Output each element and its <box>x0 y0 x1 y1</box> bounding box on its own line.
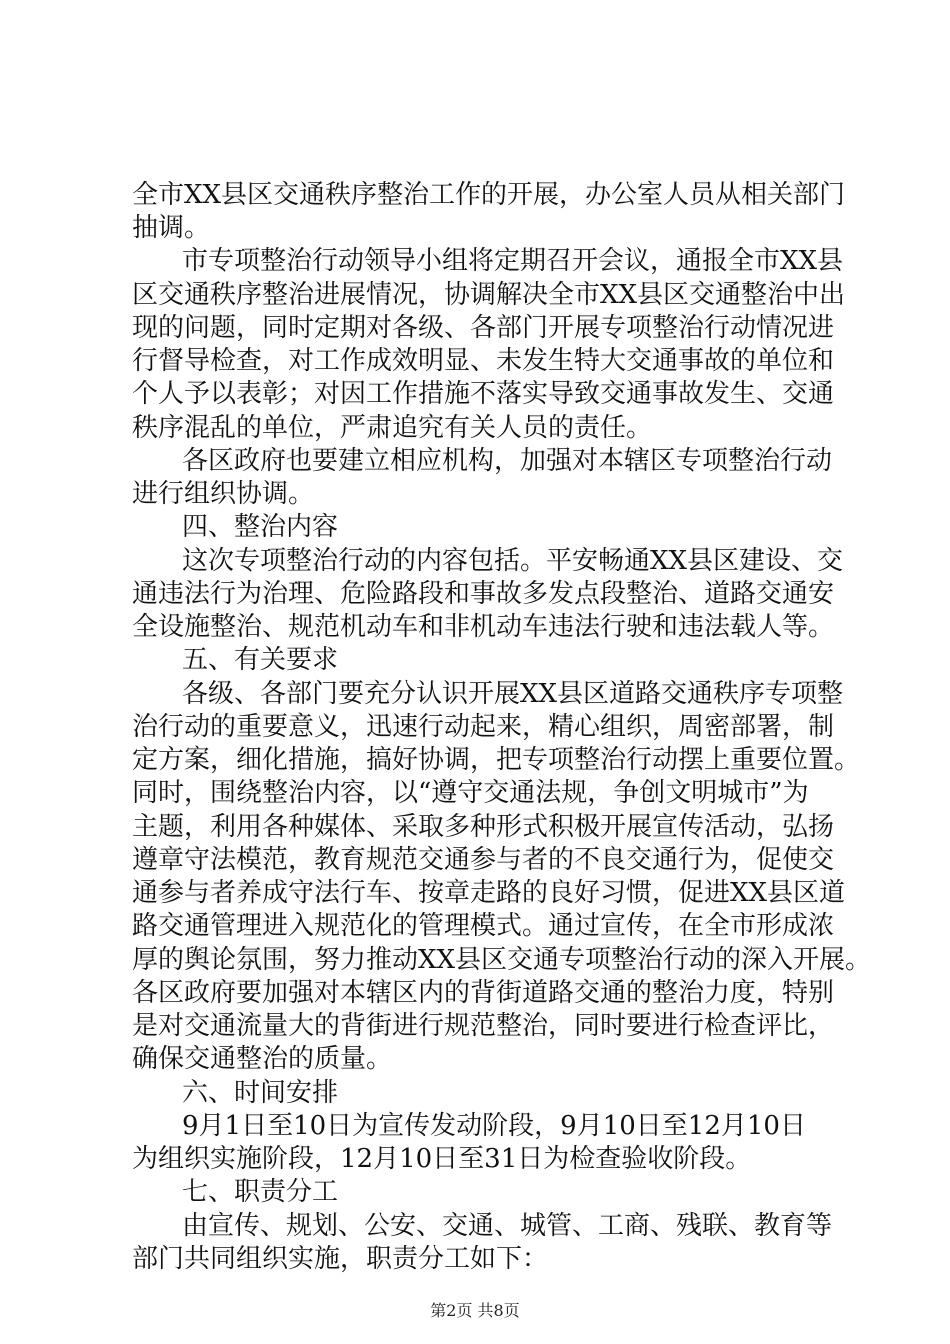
body-line: 由宣传、规划、公安、交通、城管、工商、残联、教育等 <box>182 1211 833 1241</box>
body-line: 全设施整治、规范机动车和非机动车违法行驶和违法载人等。 <box>132 612 835 642</box>
body-line: 区交通秩序整治进展情况，协调解决全市XX县区交通整治中出 <box>132 280 846 310</box>
body-line: 秩序混乱的单位，严肃追究有关人员的责任。 <box>132 413 653 443</box>
section-heading: 五、有关要求 <box>182 645 339 675</box>
section-heading: 四、整治内容 <box>182 512 339 542</box>
body-line: 厚的舆论氛围，努力推动XX县区交通专项整治行动的深入开展。 <box>132 945 872 975</box>
body-line: 通参与者养成守法行车、按章走路的良好习惯，促进XX县区道 <box>132 878 846 908</box>
body-line: 通违法行为治理、危险路段和事故多发点段整治、道路交通安 <box>132 579 835 609</box>
body-line: 各级、各部门要充分认识开展XX县区道路交通秩序专项整 <box>182 679 844 709</box>
body-line: 9月1日至10日为宣传发动阶段，9月10日至12月10日 <box>182 1111 806 1141</box>
body-line: 定方案，细化措施，搞好协调，把专项整治行动摆上重要位置。 <box>132 745 861 775</box>
body-line: 各区政府要加强对本辖区内的背街道路交通的整治力度，特别 <box>132 978 835 1008</box>
body-line: 同时，围绕整治内容，以“遵守交通法规，争创文明城市”为 <box>132 778 809 808</box>
body-line: 全市XX县区交通秩序整治工作的开展，办公室人员从相关部门 <box>132 180 846 210</box>
body-line: 抽调。 <box>132 213 211 243</box>
body-line: 行督导检查，对工作成效明显、未发生特大交通事故的单位和 <box>132 346 835 376</box>
body-line: 部门共同组织实施，职责分工如下： <box>132 1244 549 1274</box>
body-line: 治行动的重要意义，迅速行动起来，精心组织，周密部署，制 <box>132 712 835 742</box>
body-line: 确保交通整治的质量。 <box>132 1044 393 1074</box>
body-line: 进行组织协调。 <box>132 479 315 509</box>
body-line: 个人予以表彰；对因工作措施不落实导致交通事故发生、交通 <box>132 379 835 409</box>
body-line: 遵章守法模范，教育规范交通参与者的不良交通行为，促使交 <box>132 845 835 875</box>
page-footer: 第2页 共8页 <box>430 1301 520 1320</box>
section-heading: 七、职责分工 <box>182 1177 339 1207</box>
body-line: 各区政府也要建立相应机构，加强对本辖区专项整治行动 <box>182 446 833 476</box>
body-line: 市专项整治行动领导小组将定期召开会议，通报全市XX县 <box>182 246 844 276</box>
section-heading: 六、时间安排 <box>182 1078 339 1108</box>
body-line: 为组织实施阶段，12月10日至31日为检查验收阶段。 <box>132 1144 752 1174</box>
body-line: 现的问题，同时定期对各级、各部门开展专项整治行动情况进 <box>132 313 835 343</box>
body-line: 主题，利用各种媒体、采取多种形式积极开展宣传活动，弘扬 <box>132 812 835 842</box>
body-line: 是对交通流量大的背街进行规范整治，同时要进行检查评比， <box>132 1011 835 1041</box>
body-line: 路交通管理进入规范化的管理模式。通过宣传，在全市形成浓 <box>132 911 835 941</box>
body-line: 这次专项整治行动的内容包括。平安畅通XX县区建设、交 <box>182 546 844 576</box>
